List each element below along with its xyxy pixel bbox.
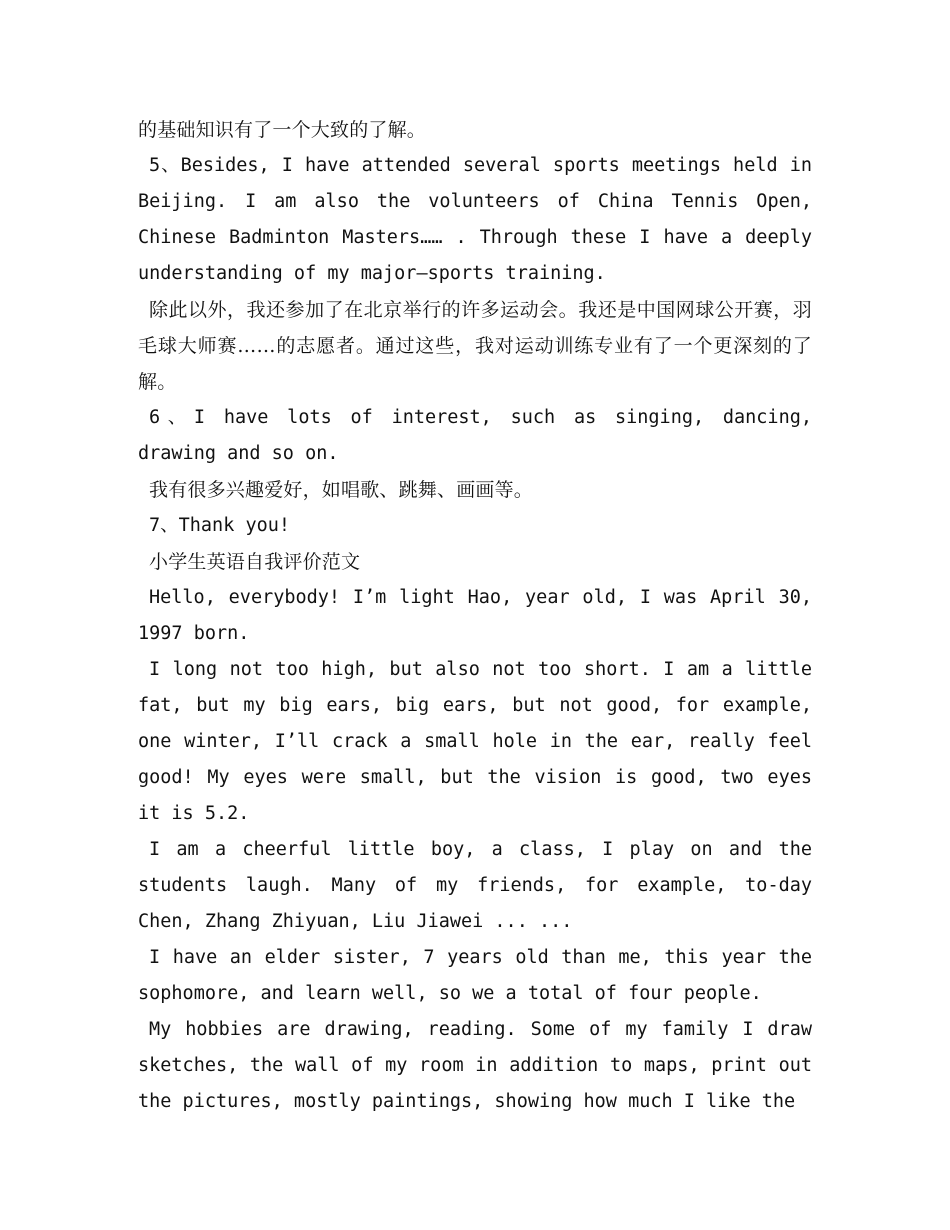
paragraph-item-7: 7、Thank you! <box>149 515 291 536</box>
section-heading: 小学生英语自我评价范文 <box>149 551 361 573</box>
paragraph-appearance: I long not too high, but also not too short. I am a little fat, but my big ears, big ears, but not good, for example, one winter, I’ll crack a small hole in the ear, really feel good! My eyes were small, but the vision is good, two eyes it is 5.2. <box>138 659 812 824</box>
paragraph-hobbies: My hobbies are drawing, reading. Some of my family I draw sketches, the wall of my room in addition to maps, print out the pictures, mostly paintings, showing how much I like the <box>138 1019 812 1112</box>
paragraph-item-5-translation: 除此以外，我还参加了在北京举行的许多运动会。我还是中国网球公开赛，羽毛球大师赛……的志愿者。通过这些，我对运动训练专业有了一个更深刻的了解。 <box>138 299 812 393</box>
paragraph-intro: Hello, everybody! I’m light Hao, year old, I was April 30, 1997 born. <box>138 587 812 644</box>
paragraph-item-6-translation: 我有很多兴趣爱好，如唱歌、跳舞、画画等。 <box>149 479 534 501</box>
paragraph-family: I have an elder sister, 7 years old than me, this year the sophomore, and learn well, so we a total of four people. <box>138 947 812 1004</box>
paragraph-item-5: 5、Besides, I have attended several sports meetings held in Beijing. I am also the volunteers of China Tennis Open, Chinese Badminton Masters…… . Through these I have a deeply understanding of my major—sports training. <box>138 155 812 284</box>
paragraph-continuation: 的基础知识有了一个大致的了解。 <box>138 119 427 141</box>
paragraph-personality: I am a cheerful little boy, a class, I play on and the students laugh. Many of my friends, for example, to-day Chen, Zhang Zhiyuan, Liu Jiawei ... ... <box>138 839 812 932</box>
document-body <box>138 112 812 1120</box>
paragraph-item-6: 6、I have lots of interest, such as singing, dancing, drawing and so on. <box>138 407 812 464</box>
